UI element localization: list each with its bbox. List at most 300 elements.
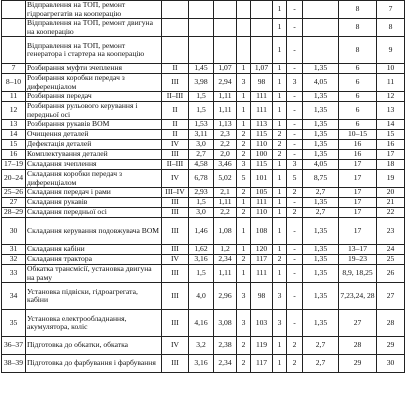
time-norm-cell: 2,3 <box>214 130 237 140</box>
load-percent-cell: 115 <box>251 130 273 140</box>
operation-number-cell: 27 <box>2 198 26 208</box>
extra-workers-cell: - <box>287 1 303 19</box>
load-percent-cell: 103 <box>251 310 273 337</box>
predecessor-ops-cell: 7,23,24, 28 <box>339 283 377 310</box>
load-percent-cell: 111 <box>251 198 273 208</box>
wage-rate-cell: 2,7 <box>303 188 339 198</box>
operation-index-cell: 27 <box>377 283 405 310</box>
operation-index-cell: 22 <box>377 208 405 218</box>
time-norm-cell: 1,11 <box>214 198 237 208</box>
posts-count-cell: 1 <box>273 355 287 373</box>
operation-index-cell: 21 <box>377 198 405 208</box>
load-percent-cell: 117 <box>251 255 273 265</box>
posts-count-cell: 1 <box>273 208 287 218</box>
table-row <box>2 74 405 92</box>
wage-rate-cell: 1,35 <box>303 265 339 283</box>
operation-number-cell: 35 <box>2 310 26 337</box>
operation-number-cell <box>2 37 26 64</box>
qualification-grade-cell: II <box>162 120 189 130</box>
table-row <box>2 64 405 74</box>
wage-rate-cell: 1,35 <box>303 120 339 130</box>
operation-number-cell: 36–37 <box>2 337 26 355</box>
operation-index-cell: 8 <box>377 19 405 37</box>
labor-intensity-cell: 1,62 <box>189 245 214 255</box>
wage-rate-cell: 1,35 <box>303 245 339 255</box>
extra-workers-cell: - <box>287 102 303 120</box>
labor-intensity-cell: 4,16 <box>189 310 214 337</box>
predecessor-ops-cell: 6 <box>339 92 377 102</box>
time-norm-cell: 2,96 <box>214 283 237 310</box>
qualification-grade-cell: II <box>162 130 189 140</box>
wage-rate-cell: 1,35 <box>303 310 339 337</box>
load-percent-cell: 101 <box>251 170 273 188</box>
workers-count-cell <box>237 1 251 19</box>
wage-rate-cell: 1,35 <box>303 130 339 140</box>
operation-name-cell: Підготовка до обкатки, обкатка <box>26 337 162 355</box>
wage-rate-cell: 1,35 <box>303 198 339 208</box>
workers-count-cell: 1 <box>237 92 251 102</box>
workers-count-cell: 3 <box>237 283 251 310</box>
posts-count-cell: 1 <box>273 102 287 120</box>
operation-index-cell: 11 <box>377 74 405 92</box>
wage-rate-cell: 1,35 <box>303 218 339 245</box>
table-row <box>2 283 405 310</box>
extra-workers-cell: - <box>287 130 303 140</box>
posts-count-cell: 3 <box>273 310 287 337</box>
operation-index-cell: 20 <box>377 188 405 198</box>
extra-workers-cell: - <box>287 120 303 130</box>
qualification-grade-cell: IV <box>162 337 189 355</box>
predecessor-ops-cell: 27 <box>339 310 377 337</box>
extra-workers-cell: - <box>287 19 303 37</box>
labor-intensity-cell <box>189 1 214 19</box>
posts-count-cell: 1 <box>273 198 287 208</box>
load-percent-cell: 110 <box>251 208 273 218</box>
extra-workers-cell: - <box>287 198 303 208</box>
labor-intensity-cell: 1,5 <box>189 198 214 208</box>
operation-number-cell: 31 <box>2 245 26 255</box>
operation-name-cell: Розбирання коробки передач з диференціалом <box>26 74 162 92</box>
load-percent-cell: 111 <box>251 265 273 283</box>
operation-name-cell: Складання зчеплення <box>26 160 162 170</box>
operation-index-cell: 10 <box>377 64 405 74</box>
load-percent-cell: 117 <box>251 355 273 373</box>
wage-rate-cell <box>303 1 339 19</box>
extra-workers-cell: - <box>287 37 303 64</box>
operation-name-cell: Складання передньої осі <box>26 208 162 218</box>
table-row <box>2 198 405 208</box>
time-norm-cell: 1,07 <box>214 64 237 74</box>
operation-name-cell: Установка підвіски, гідроагрегата, кабіни <box>26 283 162 310</box>
operation-name-cell: Складання рукавів <box>26 198 162 208</box>
operation-index-cell: 26 <box>377 265 405 283</box>
qualification-grade-cell: II <box>162 64 189 74</box>
wage-rate-cell: 1,35 <box>303 255 339 265</box>
load-percent-cell: 1,07 <box>251 64 273 74</box>
operation-number-cell <box>2 19 26 37</box>
operation-name-cell: Розбирання передач <box>26 92 162 102</box>
operation-number-cell: 34 <box>2 283 26 310</box>
predecessor-ops-cell: 16 <box>339 140 377 150</box>
time-norm-cell: 1,11 <box>214 265 237 283</box>
operation-index-cell: 18 <box>377 160 405 170</box>
predecessor-ops-cell: 17 <box>339 218 377 245</box>
extra-workers-cell: 2 <box>287 355 303 373</box>
operation-index-cell: 28 <box>377 310 405 337</box>
workers-count-cell: 2 <box>237 150 251 160</box>
labor-intensity-cell: 3,16 <box>189 255 214 265</box>
workers-count-cell: 2 <box>237 188 251 198</box>
extra-workers-cell: - <box>287 64 303 74</box>
operation-index-cell: 29 <box>377 337 405 355</box>
time-norm-cell: 2,34 <box>214 255 237 265</box>
extra-workers-cell: - <box>287 310 303 337</box>
table-row <box>2 337 405 355</box>
time-norm-cell: 2,38 <box>214 337 237 355</box>
operation-index-cell: 9 <box>377 37 405 64</box>
operation-number-cell: 32 <box>2 255 26 265</box>
load-percent-cell <box>251 1 273 19</box>
table-row <box>2 19 405 37</box>
time-norm-cell <box>214 19 237 37</box>
table-row <box>2 208 405 218</box>
labor-intensity-cell: 3,16 <box>189 355 214 373</box>
wage-rate-cell: 1,35 <box>303 283 339 310</box>
qualification-grade-cell: IV <box>162 140 189 150</box>
time-norm-cell: 2,2 <box>214 140 237 150</box>
operation-name-cell: Складання кабіни <box>26 245 162 255</box>
labor-intensity-cell: 4,0 <box>189 283 214 310</box>
workers-count-cell: 1 <box>237 218 251 245</box>
predecessor-ops-cell: 8 <box>339 19 377 37</box>
operation-name-cell: Розбирання рукавів ВОМ <box>26 120 162 130</box>
table-row <box>2 218 405 245</box>
labor-intensity-cell: 4,58 <box>189 160 214 170</box>
table-row <box>2 255 405 265</box>
operation-number-cell: 25–26 <box>2 188 26 198</box>
workers-count-cell: 1 <box>237 198 251 208</box>
table-row <box>2 92 405 102</box>
operation-index-cell: 16 <box>377 140 405 150</box>
operation-number-cell <box>2 1 26 19</box>
qualification-grade-cell: III <box>162 74 189 92</box>
wage-rate-cell: 2,7 <box>303 355 339 373</box>
load-percent-cell: 119 <box>251 337 273 355</box>
posts-count-cell: 1 <box>273 170 287 188</box>
labor-intensity-cell: 3,0 <box>189 208 214 218</box>
operation-name-cell: Відправлення на ТОП, ремонт гідроагрегатів на кооперацію <box>26 1 162 19</box>
qualification-grade-cell: III <box>162 198 189 208</box>
load-percent-cell: 111 <box>251 92 273 102</box>
table-row <box>2 130 405 140</box>
operation-name-cell: Розбирання рульового керування і передньої осі <box>26 102 162 120</box>
operation-name-cell: Дефектація деталей <box>26 140 162 150</box>
operation-number-cell: 38–39 <box>2 355 26 373</box>
operation-number-cell: 15 <box>2 140 26 150</box>
operation-name-cell: Складання передач і рами <box>26 188 162 198</box>
extra-workers-cell: 2 <box>287 188 303 198</box>
posts-count-cell: 2 <box>273 255 287 265</box>
qualification-grade-cell: II <box>162 102 189 120</box>
operation-number-cell: 20–24 <box>2 170 26 188</box>
workers-count-cell: 2 <box>237 337 251 355</box>
load-percent-cell: 105 <box>251 188 273 198</box>
predecessor-ops-cell: 16 <box>339 150 377 160</box>
operation-index-cell: 12 <box>377 92 405 102</box>
posts-count-cell: 1 <box>273 19 287 37</box>
posts-count-cell: 2 <box>273 130 287 140</box>
workers-count-cell: 3 <box>237 310 251 337</box>
labor-intensity-cell: 3,0 <box>189 140 214 150</box>
load-percent-cell: 113 <box>251 120 273 130</box>
load-percent-cell <box>251 19 273 37</box>
extra-workers-cell: 3 <box>287 74 303 92</box>
workers-count-cell: 3 <box>237 160 251 170</box>
predecessor-ops-cell: 6 <box>339 120 377 130</box>
operation-name-cell: Підготовка до фарбування і фарбування <box>26 355 162 373</box>
qualification-grade-cell: III <box>162 265 189 283</box>
predecessor-ops-cell: 28 <box>339 337 377 355</box>
time-norm-cell: 1,11 <box>214 102 237 120</box>
time-norm-cell: 1,13 <box>214 120 237 130</box>
extra-workers-cell: 2 <box>287 337 303 355</box>
time-norm-cell: 2,2 <box>214 208 237 218</box>
predecessor-ops-cell: 17 <box>339 160 377 170</box>
labor-intensity-cell: 2,7 <box>189 150 214 160</box>
time-norm-cell: 2,94 <box>214 74 237 92</box>
operation-number-cell: 8–10 <box>2 74 26 92</box>
labor-intensity-cell: 1,46 <box>189 218 214 245</box>
operation-name-cell: Відправлення на ТОП, ремонт двигуна на кооперацію <box>26 19 162 37</box>
wage-rate-cell: 1,35 <box>303 92 339 102</box>
operation-number-cell: 16 <box>2 150 26 160</box>
time-norm-cell: 2,1 <box>214 188 237 198</box>
labor-intensity-cell: 1,5 <box>189 102 214 120</box>
operation-name-cell: Складання трактора <box>26 255 162 265</box>
predecessor-ops-cell: 17 <box>339 170 377 188</box>
wage-rate-cell: 1,35 <box>303 64 339 74</box>
qualification-grade-cell: III <box>162 208 189 218</box>
operation-number-cell: 17–19 <box>2 160 26 170</box>
workers-count-cell: 2 <box>237 255 251 265</box>
posts-count-cell: 1 <box>273 37 287 64</box>
load-percent-cell: 111 <box>251 102 273 120</box>
posts-count-cell: 1 <box>273 160 287 170</box>
workers-count-cell: 2 <box>237 355 251 373</box>
qualification-grade-cell: IV <box>162 255 189 265</box>
labor-intensity-cell: 6,78 <box>189 170 214 188</box>
posts-count-cell: 1 <box>273 245 287 255</box>
wage-rate-cell <box>303 37 339 64</box>
table-row <box>2 120 405 130</box>
posts-count-cell: 1 <box>273 64 287 74</box>
predecessor-ops-cell: 8 <box>339 1 377 19</box>
table-row <box>2 188 405 198</box>
workers-count-cell: 1 <box>237 64 251 74</box>
operation-index-cell: 24 <box>377 245 405 255</box>
extra-workers-cell: - <box>287 150 303 160</box>
operation-name-cell: Очищення деталей <box>26 130 162 140</box>
predecessor-ops-cell: 6 <box>339 74 377 92</box>
workers-count-cell: 3 <box>237 74 251 92</box>
posts-count-cell: 1 <box>273 265 287 283</box>
operation-index-cell: 19 <box>377 170 405 188</box>
time-norm-cell: 1,2 <box>214 245 237 255</box>
wage-rate-cell: 8,75 <box>303 170 339 188</box>
operation-number-cell: 28–29 <box>2 208 26 218</box>
time-norm-cell: 1,08 <box>214 218 237 245</box>
table-row <box>2 37 405 64</box>
posts-count-cell: 1 <box>273 337 287 355</box>
predecessor-ops-cell: 17 <box>339 198 377 208</box>
operation-name-cell: Розбирання муфти зчеплення <box>26 64 162 74</box>
operation-number-cell: 30 <box>2 218 26 245</box>
operation-name-cell: Установка електрообладнання, акумулятора, коліс <box>26 310 162 337</box>
qualification-grade-cell: II–III <box>162 92 189 102</box>
workers-count-cell <box>237 37 251 64</box>
predecessor-ops-cell: 17 <box>339 208 377 218</box>
operation-name-cell: Складання керування подовжувача ВОМ <box>26 218 162 245</box>
extra-workers-cell: - <box>287 92 303 102</box>
load-percent-cell: 120 <box>251 245 273 255</box>
labor-intensity-cell: 3,2 <box>189 337 214 355</box>
predecessor-ops-cell: 19–23 <box>339 255 377 265</box>
posts-count-cell: 1 <box>273 218 287 245</box>
qualification-grade-cell: III–IV <box>162 188 189 198</box>
time-norm-cell <box>214 1 237 19</box>
extra-workers-cell: - <box>287 218 303 245</box>
extra-workers-cell: - <box>287 265 303 283</box>
workers-count-cell: 1 <box>237 265 251 283</box>
labor-intensity-cell <box>189 19 214 37</box>
qualification-grade-cell: III <box>162 245 189 255</box>
table-row <box>2 310 405 337</box>
qualification-grade-cell: III <box>162 218 189 245</box>
time-norm-cell: 2,34 <box>214 355 237 373</box>
time-norm-cell: 3,08 <box>214 310 237 337</box>
labor-intensity-cell <box>189 37 214 64</box>
extra-workers-cell: 2 <box>287 208 303 218</box>
predecessor-ops-cell: 8,9, 18,25 <box>339 265 377 283</box>
predecessor-ops-cell: 29 <box>339 355 377 373</box>
workers-count-cell: 2 <box>237 208 251 218</box>
labor-intensity-cell: 3,98 <box>189 74 214 92</box>
table-row <box>2 355 405 373</box>
operation-name-cell: Комплектування деталей <box>26 150 162 160</box>
load-percent-cell: 115 <box>251 160 273 170</box>
operation-name-cell: Обкатка трансмісії, установка двигуна на раму <box>26 265 162 283</box>
table-row <box>2 140 405 150</box>
table-row <box>2 102 405 120</box>
qualification-grade-cell <box>162 37 189 64</box>
qualification-grade-cell: III <box>162 310 189 337</box>
operation-index-cell: 14 <box>377 120 405 130</box>
qualification-grade-cell: II–III <box>162 160 189 170</box>
posts-count-cell: 1 <box>273 92 287 102</box>
labor-intensity-cell: 1,45 <box>189 64 214 74</box>
operation-index-cell: 30 <box>377 355 405 373</box>
qualification-grade-cell <box>162 1 189 19</box>
workers-count-cell: 2 <box>237 130 251 140</box>
operation-index-cell: 17 <box>377 150 405 160</box>
workers-count-cell: 1 <box>237 245 251 255</box>
operation-index-cell: 25 <box>377 255 405 265</box>
extra-workers-cell: - <box>287 255 303 265</box>
posts-count-cell: 2 <box>273 140 287 150</box>
time-norm-cell: 1,11 <box>214 92 237 102</box>
operation-number-cell: 14 <box>2 130 26 140</box>
predecessor-ops-cell: 13–17 <box>339 245 377 255</box>
labor-intensity-cell: 2,93 <box>189 188 214 198</box>
load-percent-cell <box>251 37 273 64</box>
workers-count-cell: 5 <box>237 170 251 188</box>
load-percent-cell: 100 <box>251 150 273 160</box>
qualification-grade-cell <box>162 19 189 37</box>
operation-index-cell: 13 <box>377 102 405 120</box>
load-percent-cell: 98 <box>251 283 273 310</box>
load-percent-cell: 110 <box>251 140 273 150</box>
workers-count-cell: 1 <box>237 102 251 120</box>
posts-count-cell: 1 <box>273 74 287 92</box>
operation-name-cell: Відправлення на ТОП, ремонт генератора і стартера на кооперацію <box>26 37 162 64</box>
extra-workers-cell: - <box>287 283 303 310</box>
wage-rate-cell: 2,7 <box>303 208 339 218</box>
wage-rate-cell: 1,35 <box>303 140 339 150</box>
qualification-grade-cell: III <box>162 355 189 373</box>
predecessor-ops-cell: 6 <box>339 102 377 120</box>
posts-count-cell: 1 <box>273 1 287 19</box>
operation-number-cell: 13 <box>2 120 26 130</box>
table-row <box>2 150 405 160</box>
operations-table <box>1 0 405 373</box>
qualification-grade-cell: III <box>162 283 189 310</box>
time-norm-cell: 5,02 <box>214 170 237 188</box>
table-row <box>2 170 405 188</box>
load-percent-cell: 98 <box>251 74 273 92</box>
operation-index-cell: 23 <box>377 218 405 245</box>
workers-count-cell <box>237 19 251 37</box>
time-norm-cell: 2,0 <box>214 150 237 160</box>
workers-count-cell: 2 <box>237 140 251 150</box>
labor-intensity-cell: 3,11 <box>189 130 214 140</box>
labor-intensity-cell: 1,53 <box>189 120 214 130</box>
labor-intensity-cell: 1,5 <box>189 265 214 283</box>
extra-workers-cell: - <box>287 140 303 150</box>
wage-rate-cell <box>303 19 339 37</box>
operation-number-cell: 12 <box>2 102 26 120</box>
time-norm-cell: 3,46 <box>214 160 237 170</box>
operation-index-cell: 15 <box>377 130 405 140</box>
operation-number-cell: 11 <box>2 92 26 102</box>
posts-count-cell: 3 <box>273 283 287 310</box>
wage-rate-cell: 1,35 <box>303 150 339 160</box>
extra-workers-cell: 3 <box>287 160 303 170</box>
operation-index-cell: 7 <box>377 1 405 19</box>
posts-count-cell: 1 <box>273 120 287 130</box>
wage-rate-cell: 2,7 <box>303 337 339 355</box>
workers-count-cell: 1 <box>237 120 251 130</box>
wage-rate-cell: 4,05 <box>303 160 339 170</box>
posts-count-cell: 1 <box>273 188 287 198</box>
predecessor-ops-cell: 6 <box>339 64 377 74</box>
load-percent-cell: 108 <box>251 218 273 245</box>
posts-count-cell: 2 <box>273 150 287 160</box>
table-row <box>2 160 405 170</box>
time-norm-cell <box>214 37 237 64</box>
wage-rate-cell: 1,35 <box>303 102 339 120</box>
predecessor-ops-cell: 10–15 <box>339 130 377 140</box>
predecessor-ops-cell: 8 <box>339 37 377 64</box>
